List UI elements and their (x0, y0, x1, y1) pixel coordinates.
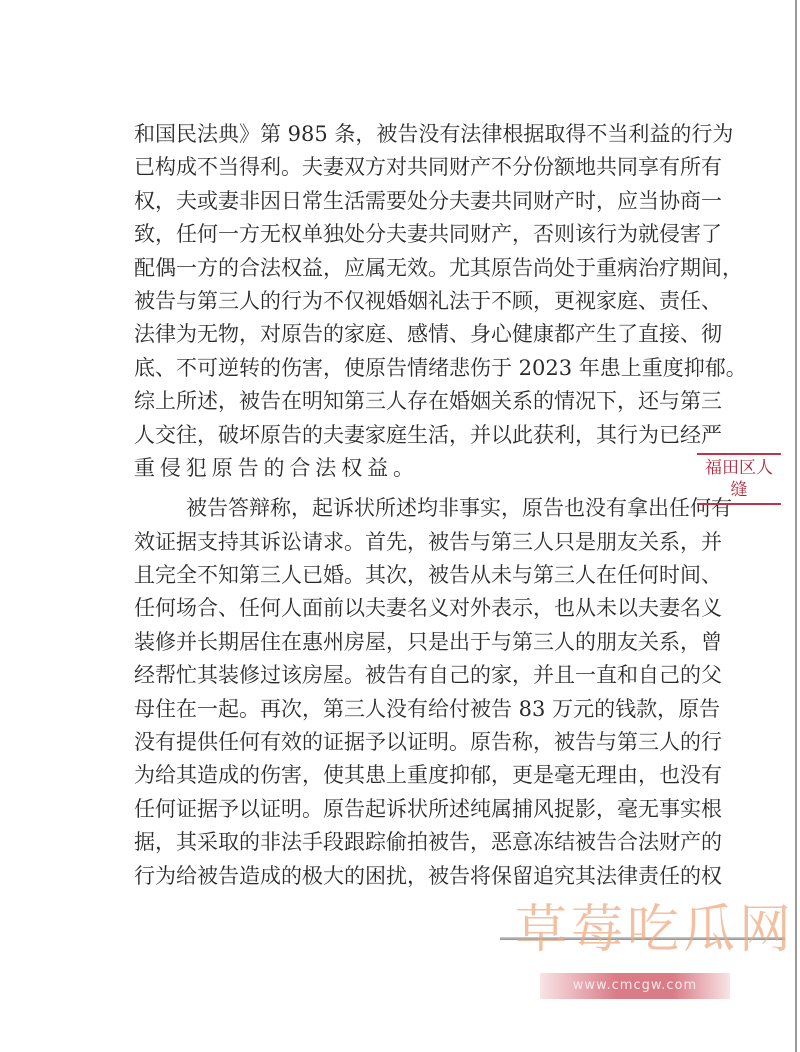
text-line: 没有提供任何有效的证据予以证明。原告称，被告与第三人的行 (134, 730, 722, 755)
text-line: 任何证据予以证明。原告起诉状所述纯属捕风捉影，毫无事实根 (134, 796, 722, 821)
text-line: 装修并长期居住在惠州房屋，只是出于与第三人的朋友关系，曾 (134, 629, 722, 654)
text-line: 重侵犯原告的合法权益。 (134, 455, 419, 480)
page-edge (795, 0, 797, 1052)
text-line: 法律为无物，对原告的家庭、感情、身心健康都产生了直接、彻 (134, 322, 722, 347)
paragraph-2 (134, 492, 732, 893)
text-line: 已构成不当得利。夫妻双方对共同财产不分份额地共同享有所有 (134, 155, 722, 180)
stamp-line-2: 缝 (730, 480, 748, 500)
seam-stamp (697, 453, 781, 505)
text-line: 底、不可逆转的伤害，使原告情绪悲伤于 2023 年患上重度抑郁。 (134, 355, 747, 380)
text-line: 综上所述，被告在明知第三人存在婚姻关系的情况下，还与第三 (134, 389, 722, 414)
text-line: 任何场合、任何人面前以夫妻名义对外表示，也从未以夫妻名义 (134, 596, 722, 621)
text-line: 和国民法典》第 985 条，被告没有法律根据取得不当利益的行为 (134, 122, 734, 146)
text-line: 据，其采取的非法手段跟踪偷拍被告，恶意冻结被告合法财产的 (134, 830, 722, 855)
text-line: 为给其造成的伤害，使其患上重度抑郁，更是毫无理由，也没有 (134, 763, 722, 788)
text-line: 效证据支持其诉讼请求。首先，被告与第三人只是朋友关系，并 (134, 529, 722, 554)
text-line: 权，夫或妻非因日常生活需要处分夫妻共同财产时，应当协商一 (134, 188, 722, 213)
text-line: 配偶一方的合法权益，应属无效。尤其原告尚处于重病治疗期间， (134, 255, 743, 280)
stamp-line-1: 福田区人 (705, 458, 773, 478)
watermark-url: www.cmcgw.com (540, 973, 730, 999)
text-line: 致，任何一方无权单独处分夫妻共同财产，否则该行为就侵害了 (134, 222, 722, 247)
text-line: 被告答辩称，起诉状所述均非事实，原告也没有拿出任何有 (186, 496, 732, 521)
text-line: 人交往，破坏原告的夫妻家庭生活，并以此获利，其行为已经严 (134, 422, 722, 447)
text-line: 且完全不知第三人已婚。其次，被告从未与第三人在任何时间、 (134, 563, 722, 588)
text-line: 母住在一起。再次，第三人没有给付被告 83 万元的钱款，原告 (134, 696, 721, 721)
text-line: 被告与第三人的行为不仅视婚姻礼法于不顾，更视家庭、责任、 (134, 288, 722, 313)
text-line: 行为给被告造成的极大的困扰，被告将保留追究其法律责任的权 (134, 863, 722, 888)
watermark-logo: 草莓吃瓜网 (515, 900, 796, 960)
text-line: 经帮忙其装修过该房屋。被告有自己的家，并且一直和自己的父 (134, 663, 722, 688)
